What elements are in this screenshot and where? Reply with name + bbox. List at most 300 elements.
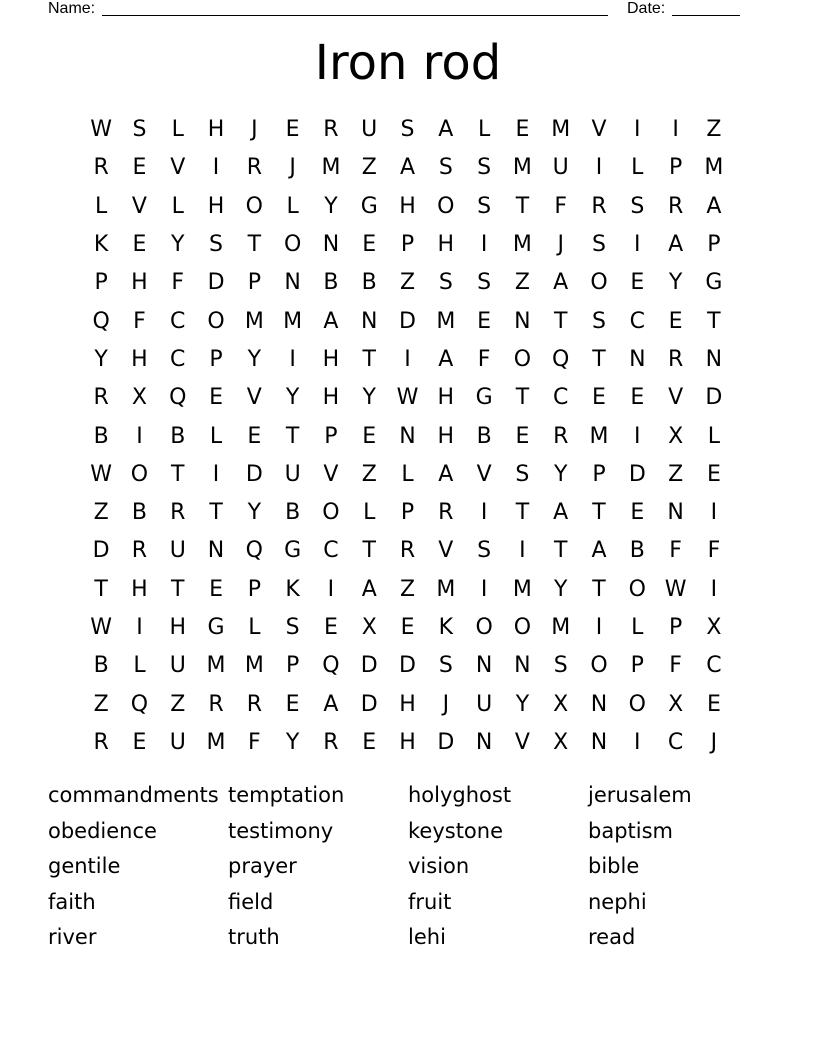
grid-letter: L — [171, 193, 184, 219]
grid-letter: I — [519, 538, 526, 564]
grid-letter: S — [209, 232, 224, 258]
grid-letter: T — [171, 461, 185, 487]
grid-letter: V — [170, 155, 186, 181]
grid-letter: I — [710, 576, 718, 602]
grid-letter: P — [400, 232, 415, 258]
word-bank-item: read — [588, 925, 636, 950]
grid-letter: W — [396, 385, 419, 411]
header-row — [48, 0, 740, 20]
grid-letter: C — [323, 538, 339, 564]
grid-letter: R — [170, 500, 186, 526]
grid-letter: P — [707, 232, 721, 258]
grid-letter: T — [515, 500, 530, 526]
grid-letter: Z — [399, 576, 416, 602]
grid-letter: Q — [552, 346, 570, 372]
grid-letter: O — [513, 615, 532, 640]
grid-letter: P — [668, 615, 683, 640]
grid-letter: H — [322, 385, 340, 411]
grid-letter: T — [171, 576, 185, 602]
grid-letter: H — [437, 232, 455, 258]
grid-letter: T — [592, 500, 606, 526]
grid-letter: H — [207, 117, 225, 143]
grid-letter: N — [322, 232, 340, 258]
grid-letter: F — [669, 653, 682, 679]
grid-letter: R — [399, 538, 416, 564]
grid-letter: D — [705, 385, 723, 411]
grid-letter: I — [634, 729, 641, 755]
grid-letter: X — [553, 729, 569, 755]
grid-letter: E — [630, 270, 645, 296]
grid-letter: O — [207, 308, 225, 334]
grid-letter: Z — [668, 461, 684, 487]
grid-letter: T — [362, 538, 376, 564]
grid-letter: H — [399, 193, 416, 219]
grid-letter: M — [206, 653, 226, 679]
grid-letter: F — [477, 346, 491, 372]
grid-letter: M — [512, 576, 532, 602]
grid-letter: R — [93, 155, 109, 181]
grid-letter: T — [553, 308, 568, 334]
grid-letter: L — [363, 500, 376, 526]
grid-letter: W — [90, 461, 113, 487]
grid-letter: U — [169, 729, 186, 755]
grid-letter: Q — [245, 538, 263, 564]
page-title: Iron rod — [314, 35, 502, 91]
grid-letter: S — [477, 538, 492, 564]
grid-letter: A — [361, 576, 377, 602]
grid-letter: Y — [171, 232, 185, 258]
word-bank-item: commandments — [48, 783, 219, 807]
grid-letter: A — [706, 193, 722, 219]
grid-letter: E — [400, 615, 415, 640]
grid-letter: I — [480, 576, 488, 602]
grid-letter: E — [247, 423, 262, 449]
grid-letter: T — [94, 576, 108, 602]
grid-letter: O — [437, 193, 455, 219]
grid-letter: P — [247, 576, 261, 602]
name-blank-line — [102, 15, 608, 16]
grid-letter: J — [251, 117, 258, 143]
word-bank-item: river — [48, 925, 97, 950]
grid-letter: T — [362, 346, 376, 372]
grid-letter: O — [322, 500, 340, 526]
word-bank-item: obedience — [48, 818, 157, 843]
grid-letter: O — [590, 653, 608, 679]
grid-letter: A — [438, 461, 454, 487]
grid-letter: I — [136, 423, 143, 449]
grid-letter: B — [131, 500, 147, 526]
grid-letter: S — [477, 270, 492, 296]
grid-letter: P — [630, 653, 644, 679]
grid-letter: L — [631, 155, 644, 181]
grid-letter: N — [514, 308, 531, 334]
grid-letter: R — [246, 155, 262, 181]
grid-letter: Z — [93, 500, 109, 526]
grid-letter: J — [442, 691, 450, 717]
grid-letter: D — [399, 308, 416, 334]
word-bank-item: truth — [228, 925, 280, 950]
grid-letter: I — [634, 117, 641, 143]
grid-letter: Y — [553, 461, 568, 487]
grid-letter: Z — [399, 270, 416, 296]
grid-letter: E — [285, 691, 300, 717]
grid-letter: T — [592, 346, 606, 372]
grid-letter: V — [246, 385, 262, 411]
grid-letter: P — [400, 500, 415, 526]
grid-letter: E — [592, 385, 606, 411]
grid-letter: E — [362, 232, 377, 258]
word-bank-item: faith — [48, 889, 96, 914]
grid-letter: V — [323, 461, 339, 487]
grid-letter: M — [512, 232, 532, 258]
grid-letter: L — [477, 117, 491, 143]
grid-letter: N — [475, 729, 493, 755]
grid-letter: C — [706, 653, 722, 679]
grid-letter: I — [212, 461, 220, 487]
word-bank-item: nephi — [588, 889, 647, 914]
grid-letter: S — [553, 653, 568, 679]
grid-letter: Q — [130, 691, 149, 717]
grid-letter: E — [668, 308, 683, 334]
grid-letter: E — [323, 615, 338, 640]
grid-letter: J — [557, 232, 564, 258]
grid-letter: I — [634, 232, 641, 258]
grid-letter: U — [476, 691, 493, 717]
grid-letter: B — [93, 423, 109, 449]
grid-letter: X — [131, 385, 147, 411]
grid-letter: P — [247, 270, 261, 296]
grid-letter: N — [399, 423, 416, 449]
grid-letter: J — [289, 155, 296, 181]
grid-letter: S — [132, 117, 147, 143]
grid-letter: C — [667, 729, 684, 755]
grid-letter: M — [704, 155, 724, 181]
grid-letter: I — [595, 155, 603, 181]
grid-letter: R — [591, 193, 607, 219]
date-blank-line — [672, 15, 740, 16]
grid-letter: F — [669, 538, 682, 564]
grid-letter: W — [90, 615, 113, 640]
letter-grid — [82, 111, 733, 762]
grid-letter: Y — [324, 193, 338, 219]
grid-letter: V — [591, 117, 607, 143]
grid-letter: I — [710, 500, 718, 526]
grid-letter: C — [553, 385, 569, 411]
grid-letter: K — [285, 576, 300, 602]
grid-letter: R — [131, 538, 148, 564]
grid-letter: P — [668, 155, 683, 181]
grid-letter: S — [592, 308, 606, 334]
grid-letter: B — [323, 270, 339, 296]
grid-letter: B — [93, 653, 109, 679]
grid-letter: O — [130, 461, 149, 487]
grid-letter: Z — [170, 691, 186, 717]
word-bank-item: holyghost — [408, 783, 512, 807]
grid-letter: S — [592, 232, 606, 258]
grid-letter: D — [360, 691, 378, 717]
grid-letter: X — [361, 615, 377, 640]
grid-letter: G — [360, 193, 378, 219]
word-bank-item: field — [228, 889, 274, 914]
grid-letter: V — [438, 538, 454, 564]
grid-letter: O — [513, 346, 532, 372]
grid-letter: E — [209, 385, 223, 411]
grid-letter: M — [436, 308, 456, 334]
grid-letter: N — [629, 346, 646, 372]
grid-letter: E — [477, 308, 492, 334]
grid-letter: O — [590, 270, 608, 296]
grid-letter: L — [286, 193, 299, 219]
grid-letter: O — [283, 232, 302, 258]
grid-letter: O — [628, 691, 646, 717]
grid-letter: E — [362, 729, 377, 755]
grid-letter: M — [512, 155, 532, 181]
grid-letter: N — [284, 270, 301, 296]
word-bank-item: jerusalem — [588, 783, 692, 807]
grid-letter: I — [480, 500, 488, 526]
grid-letter: Y — [553, 576, 568, 602]
grid-letter: L — [133, 653, 146, 679]
grid-letter: L — [707, 423, 721, 449]
grid-letter: I — [404, 346, 411, 372]
grid-letter: D — [245, 461, 263, 487]
grid-letter: P — [285, 653, 300, 679]
name-label: Name: — [48, 0, 96, 17]
grid-letter: B — [285, 500, 301, 526]
grid-letter: F — [248, 729, 261, 755]
grid-letter: V — [514, 729, 530, 755]
grid-letter: N — [360, 308, 378, 334]
grid-letter: N — [207, 538, 225, 564]
grid-letter: X — [668, 423, 684, 449]
grid-letter: R — [667, 193, 684, 219]
grid-letter: Y — [247, 500, 262, 526]
grid-letter: C — [170, 308, 186, 334]
grid-letter: U — [361, 117, 378, 143]
grid-letter: F — [171, 270, 185, 296]
grid-letter: N — [667, 500, 684, 526]
word-bank-item: gentile — [48, 854, 121, 879]
grid-letter: L — [401, 461, 414, 487]
grid-letter: O — [475, 615, 493, 640]
grid-letter: M — [436, 576, 456, 602]
grid-letter: S — [438, 155, 453, 181]
grid-letter: I — [136, 615, 143, 640]
grid-letter: T — [515, 193, 530, 219]
grid-letter: C — [170, 346, 186, 372]
grid-letter: E — [706, 461, 721, 487]
grid-letter: Y — [285, 385, 300, 411]
word-bank-item: bible — [588, 854, 640, 879]
grid-letter: A — [323, 308, 339, 334]
grid-letter: Y — [247, 346, 262, 372]
grid-letter: L — [95, 193, 108, 219]
grid-letter: Z — [514, 270, 530, 296]
grid-letter: G — [705, 270, 723, 296]
grid-letter: Z — [706, 117, 722, 143]
grid-letter: M — [283, 308, 303, 334]
grid-letter: U — [169, 653, 186, 679]
grid-letter: H — [131, 346, 148, 372]
grid-letter: T — [247, 232, 262, 258]
grid-letter: X — [553, 691, 569, 717]
grid-letter: R — [438, 500, 454, 526]
grid-letter: H — [207, 193, 225, 219]
grid-letter: G — [475, 385, 493, 411]
grid-letter: M — [551, 615, 571, 640]
grid-letter: S — [438, 270, 453, 296]
grid-letter: L — [171, 117, 184, 143]
grid-letter: G — [207, 615, 225, 640]
grid-letter: L — [209, 423, 223, 449]
grid-letter: O — [628, 576, 646, 602]
grid-letter: J — [710, 729, 718, 755]
grid-letter: S — [515, 461, 530, 487]
grid-letter: Q — [169, 385, 187, 411]
grid-letter: I — [595, 615, 603, 640]
grid-letter: E — [515, 117, 530, 143]
grid-letter: M — [589, 423, 609, 449]
grid-letter: I — [212, 155, 220, 181]
word-bank-item: vision — [408, 854, 470, 879]
grid-letter: E — [209, 576, 223, 602]
grid-letter: Y — [668, 270, 683, 296]
word-bank-item: baptism — [588, 818, 673, 843]
grid-letter: A — [553, 500, 569, 526]
grid-letter: A — [553, 270, 569, 296]
grid-letter: V — [668, 385, 684, 411]
grid-letter: F — [707, 538, 721, 564]
grid-letter: D — [92, 538, 110, 564]
grid-letter: K — [438, 615, 454, 640]
grid-letter: P — [592, 461, 606, 487]
grid-letter: S — [477, 155, 492, 181]
grid-letter: W — [664, 576, 687, 602]
grid-letter: D — [628, 461, 646, 487]
grid-letter: U — [284, 461, 301, 487]
grid-letter: G — [284, 538, 302, 564]
grid-letter: Z — [93, 691, 109, 717]
word-bank-item: prayer — [228, 854, 297, 879]
grid-letter: V — [131, 193, 147, 219]
grid-letter: Y — [515, 691, 530, 717]
grid-letter: R — [323, 729, 339, 755]
grid-letter: B — [170, 423, 186, 449]
grid-letter: A — [399, 155, 416, 181]
word-bank-item: fruit — [408, 889, 452, 914]
grid-letter: E — [132, 232, 147, 258]
grid-letter: T — [515, 385, 530, 411]
grid-letter: N — [705, 346, 723, 372]
grid-letter: V — [476, 461, 492, 487]
grid-letter: E — [285, 117, 300, 143]
grid-letter: Y — [285, 729, 300, 755]
grid-letter: R — [93, 385, 109, 411]
grid-letter: E — [706, 691, 721, 717]
grid-letter: U — [552, 155, 569, 181]
grid-letter: D — [207, 270, 225, 296]
grid-letter: R — [208, 691, 224, 717]
date-label: Date: — [627, 0, 666, 17]
grid-letter: R — [93, 729, 109, 755]
grid-letter: N — [590, 691, 608, 717]
grid-letter: A — [438, 346, 454, 372]
grid-letter: F — [133, 308, 146, 334]
grid-letter: P — [324, 423, 338, 449]
grid-letter: T — [592, 576, 606, 602]
grid-letter: M — [206, 729, 226, 755]
grid-letter: M — [244, 308, 264, 334]
grid-letter: O — [245, 193, 263, 219]
grid-letter: Q — [92, 308, 110, 334]
grid-letter: F — [554, 193, 568, 219]
grid-letter: M — [551, 117, 571, 143]
grid-letter: H — [399, 691, 416, 717]
word-bank — [48, 778, 768, 956]
grid-letter: H — [399, 729, 416, 755]
grid-letter: T — [209, 500, 223, 526]
grid-letter: P — [94, 270, 108, 296]
grid-letter: N — [475, 653, 493, 679]
grid-letter: Z — [361, 461, 377, 487]
grid-letter: L — [631, 615, 644, 640]
grid-letter: E — [132, 729, 147, 755]
grid-letter: T — [707, 308, 721, 334]
grid-letter: Z — [361, 155, 377, 181]
grid-letter: I — [672, 117, 679, 143]
grid-letter: D — [360, 653, 378, 679]
grid-letter: S — [438, 653, 453, 679]
grid-letter: D — [437, 729, 455, 755]
grid-letter: E — [630, 500, 645, 526]
grid-letter: A — [438, 117, 454, 143]
grid-letter: S — [285, 615, 300, 640]
grid-letter: A — [323, 691, 339, 717]
grid-letter: H — [169, 615, 187, 640]
grid-letter: M — [321, 155, 341, 181]
grid-letter: B — [476, 423, 492, 449]
grid-letter: W — [90, 117, 113, 143]
word-bank-item: testimony — [228, 818, 334, 843]
grid-letter: H — [131, 270, 148, 296]
grid-letter: Y — [362, 385, 376, 411]
grid-letter: Q — [322, 653, 340, 679]
grid-letter: B — [361, 270, 377, 296]
grid-letter: Y — [94, 346, 108, 372]
grid-letter: H — [437, 423, 455, 449]
grid-letter: E — [515, 423, 530, 449]
grid-letter: T — [553, 538, 568, 564]
grid-letter: L — [248, 615, 261, 640]
grid-letter: N — [590, 729, 608, 755]
grid-letter: X — [668, 691, 684, 717]
grid-letter: I — [634, 423, 641, 449]
grid-letter: H — [131, 576, 148, 602]
grid-letter: E — [630, 385, 645, 411]
grid-letter: A — [591, 538, 607, 564]
grid-letter: E — [132, 155, 147, 181]
grid-letter: H — [437, 385, 455, 411]
grid-letter: A — [668, 232, 684, 258]
grid-letter: R — [553, 423, 569, 449]
grid-letter: K — [93, 232, 109, 258]
grid-letter: R — [323, 117, 339, 143]
grid-letter: M — [244, 653, 264, 679]
grid-letter: X — [706, 615, 722, 640]
grid-letter: I — [289, 346, 296, 372]
grid-letter: B — [629, 538, 645, 564]
grid-letter: N — [514, 653, 531, 679]
